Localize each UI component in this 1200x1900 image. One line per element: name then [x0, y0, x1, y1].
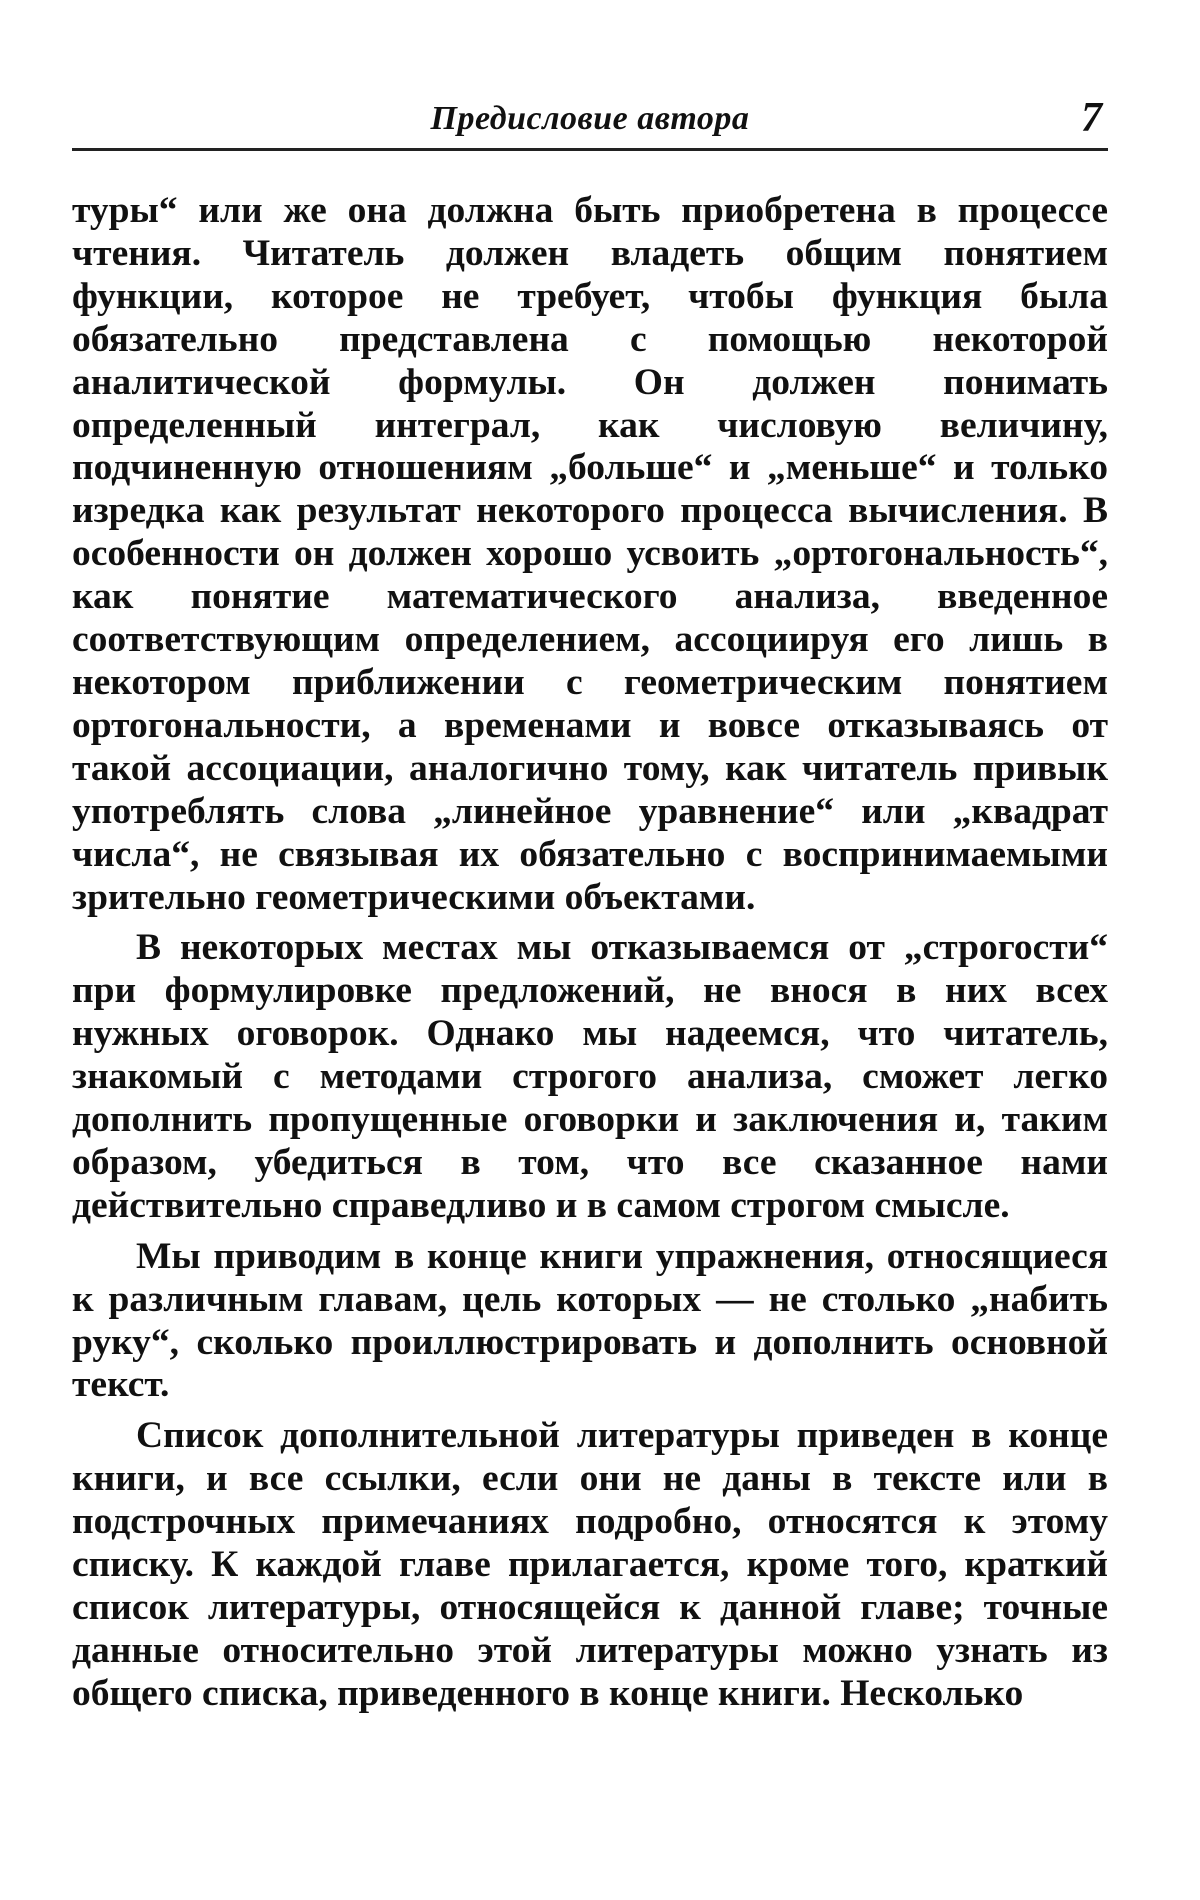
paragraph-exercises: Мы приводим в конце книги упражнения, относящиеся к различным главам, цель которых — не столько „набить руку“, сколько проиллюстрировать и дополнить основной текст. — [72, 1235, 1108, 1406]
running-title: Предисловие автора — [430, 100, 750, 137]
paragraph-literature: Список дополнительной литературы приведен в конце книги, и все ссылки, если они не даны в тексте или в подстрочных примечаниях подробно, относятся к этому списку. К каждой главе прилагается, кроме того, краткий список литературы, относящейся к данной главе; точные данные относительно этой литературы можно узнать из общего списка, приведенного в конце книги. Несколько — [72, 1415, 1108, 1714]
running-head — [72, 92, 1108, 144]
page-number: 7 — [1081, 95, 1102, 141]
paragraph-continuation: туры“ или же она должна быть приобретена в процессе чтения. Читатель должен владеть общим понятием функции, которое не требует, чтобы функция была обязательно представлена с помощью некоторой аналитической формулы. Он должен понимать определенный интеграл, как числовую величину, подчиненную отношениям „больше“ и „меньше“ и только изредка как результат некоторого процесса вычисления. В особенности он должен хорошо усвоить „ортогональность“, как понятие математического анализа, введенное соответствующим определением, ассоциируя его лишь в некотором приближении с геометрическим понятием ортогональности, а временами и вовсе отказываясь от такой ассоциации, аналогично тому, как читатель привык употреблять слова „линейное уравнение“ или „квадрат числа“, не связывая их обязательно с воспринимаемыми зрительно геометрическими объектами. — [72, 190, 1108, 918]
body-text — [72, 190, 1108, 1716]
header-rule — [72, 148, 1108, 151]
paragraph-rigor: В некоторых местах мы отказываемся от „строгости“ при формулировке предложений, не внося в них всех нужных оговорок. Однако мы надеемся, что читатель, знакомый с методами строгого анализа, сможет легко дополнить пропущенные оговорки и заключения и, таким образом, убедиться в том, что все сказанное нами действительно справедливо и в самом строгом смысле. — [72, 927, 1108, 1226]
